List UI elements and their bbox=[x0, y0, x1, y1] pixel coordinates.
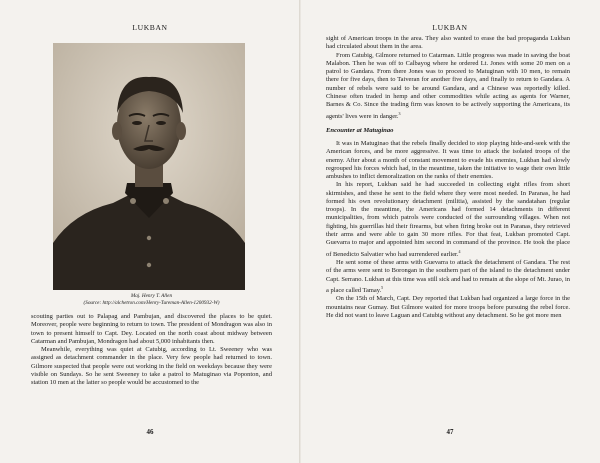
paragraph: scouting parties out to Palapag and Pambujan, and discovered the places to be quiet. Moreover, people were beginning to return to town. The president of Mondragon was also in town to present himself to Capt. Dey. Located on the north coast about midway between Catarman and Pambujan, Mondragon had about 5,000 inhabitants then. bbox=[31, 313, 272, 345]
photo-caption bbox=[31, 293, 272, 307]
paragraph-with-footnote bbox=[326, 181, 570, 259]
right-body-text bbox=[326, 35, 570, 320]
page-number-right: 47 bbox=[446, 428, 454, 436]
paragraph: It was in Matuginao that the rebels finally decided to stop playing hide-and-seek with the American forces, and be more aggressive. It was time to attack the isolated troops of the enemy. After about a month of constant movement to evade his enemies, Lukban had slowly regrouped his forces which had, in the meantime, taken the initiative to wage their own little ambushes to inflict demoralization on the ranks of their enemies. bbox=[326, 139, 570, 181]
caption-title: Maj. Henry T. Allen bbox=[130, 293, 173, 299]
paragraph: Meanwhile, everything was quiet at Catubig, according to Lt. Sweeney who was assigned as detachment commander in the place. Very few people had returned to town. Gilmore suspected that people were out working in the field on weekdays because they were visible on Sundays. So he sent Sweeney to take a patrol to Matuginao via Poponton, and station 10 men at the latter so people would be accustomed to the bbox=[31, 346, 272, 387]
footnote-mark: 4 bbox=[458, 248, 461, 254]
paragraph-text: From Catubig, Gilmore returned to Catarman. Little progress was made in saving the boat Malabon. Then he was off to Calbayog where he ordered Lt. Jones with some 20 men on a patrol to Gandara. From there Jones was to proceed to Matuginan with 10 men, to remain there for five days, then to Taiveran for another five days, and finally to return to Gandara. A number of rebels were said to be around Gandara, and a Chinese was reportedly killed. Chinese often traded in hemp and other commodities while acting as agents for Warner, Barnes & Co. Since the trading firm was known to be actively supporting the Americans, its agents' lives were in danger. bbox=[326, 51, 570, 120]
paragraph-with-footnote bbox=[326, 52, 570, 121]
paragraph-with-footnote bbox=[326, 259, 570, 295]
left-body-text bbox=[31, 313, 272, 388]
paragraph: sight of American troops in the area. They also wanted to erase the bad propaganda Lukban had circulated about them in the area. bbox=[326, 35, 570, 51]
caption-source: (Source: http://alchetron.com/Henry-Tureman-Allen-1200932-W) bbox=[83, 300, 220, 306]
paragraph-text: In his report, Lukban said he had succeeded in collecting eight rifles from short skirmishes, and these he sent to the field where they were most needed. In Paranas, he had formed his own revolutionary detachment (militia), assisted by the sandatahan (regular troops). In the meantime, the Americans had formed 14 detachments in different municipalities, from which patrols were conducted of the surrounding villages. When not fighting, his guerrillas hid their firearms, but when firing broke out in Paranas, they retrieved their arms and were able to gain 30 more rifles. For that feat, Lukban promoted Capt. Guevarra to major and appointed him second in command of the province. He took the place of Benedicto Salvatier who had surrendered earlier. bbox=[326, 181, 570, 258]
page-number-left: 46 bbox=[146, 428, 154, 436]
portrait-photo bbox=[53, 43, 245, 290]
running-head-left: LUKBAN bbox=[132, 23, 168, 32]
portrait-image bbox=[53, 43, 245, 290]
footnote-mark: 3 bbox=[398, 110, 401, 116]
running-head-right: LUKBAN bbox=[432, 23, 468, 32]
footnote-mark: 5 bbox=[381, 284, 384, 290]
paragraph-text: He sent some of these arms with Guevarra to attack the detachment of Gandara. The rest of the arms were sent to Borongan in the southern part of the island to the detachment under Capt. Serrano. Lukban at this time was still sick and had to remain at the slope of Mt. Jurao, in a place called Tamay. bbox=[326, 259, 570, 295]
section-heading: Encounter at Matuginao bbox=[326, 126, 394, 134]
paragraph: On the 15th of March, Capt. Dey reported that Lukban had organized a large force in the mountains near Gumay. But Gilmore waited for more troops before pursuing the rebel force. He did not want to leave Laguan and Catubig without any detachment. So he got more men bbox=[326, 295, 570, 319]
